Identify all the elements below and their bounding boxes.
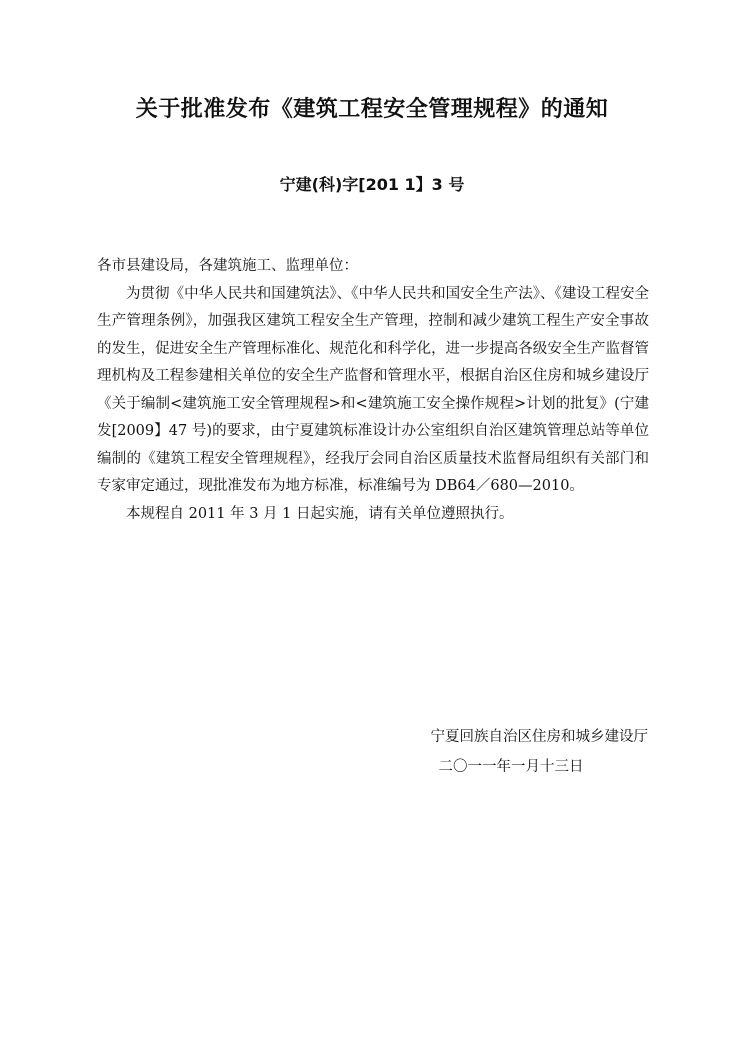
document-body [97, 253, 649, 528]
body-paragraph-2: 本规程自 2011 年 3 月 1 日起实施，请有关单位遵照执行。 [126, 505, 514, 522]
signature-block [431, 722, 649, 782]
signature-organization: 宁夏回族自治区住房和城乡建设厅 [430, 729, 648, 745]
document-number: 宁建(科)字[201 1】3 号 [279, 175, 465, 194]
body-paragraph-1: 为贯彻《中华人民共和国建筑法》、《中华人民共和国安全生产法》、《建设工程安全生产管理条例》，加强我区建筑工程安全生产管理，控制和减少建筑工程生产安全事故的发生，促进安全生产管理标准化、规范化和科学化，进一步提高各级安全生产监督管理机构及工程参建相关单位的安全生产监督和管理水平，根据自治区住房和城乡建设厅《关于编制<建筑施工安全管理规程>和<建筑施工安全操作规程>计划的批复》(宁建发[2009】47 号)的要求，由宁夏建筑标准设计办公室组织自治区建筑管理总站等单位编制的《建筑工程安全管理规程》，经我厅会同自治区质量技术监督局组织有关部门和专家审定通过，现批准发布为地方标准，标准编号为 DB64／680—2010。 [97, 285, 649, 494]
salutation: 各市县建设局，各建筑施工、监理单位： [97, 258, 358, 274]
document-title: 关于批准发布《建筑工程安全管理规程》的通知 [135, 97, 609, 122]
signature-date: 二〇一一年一月十三日 [438, 759, 584, 775]
